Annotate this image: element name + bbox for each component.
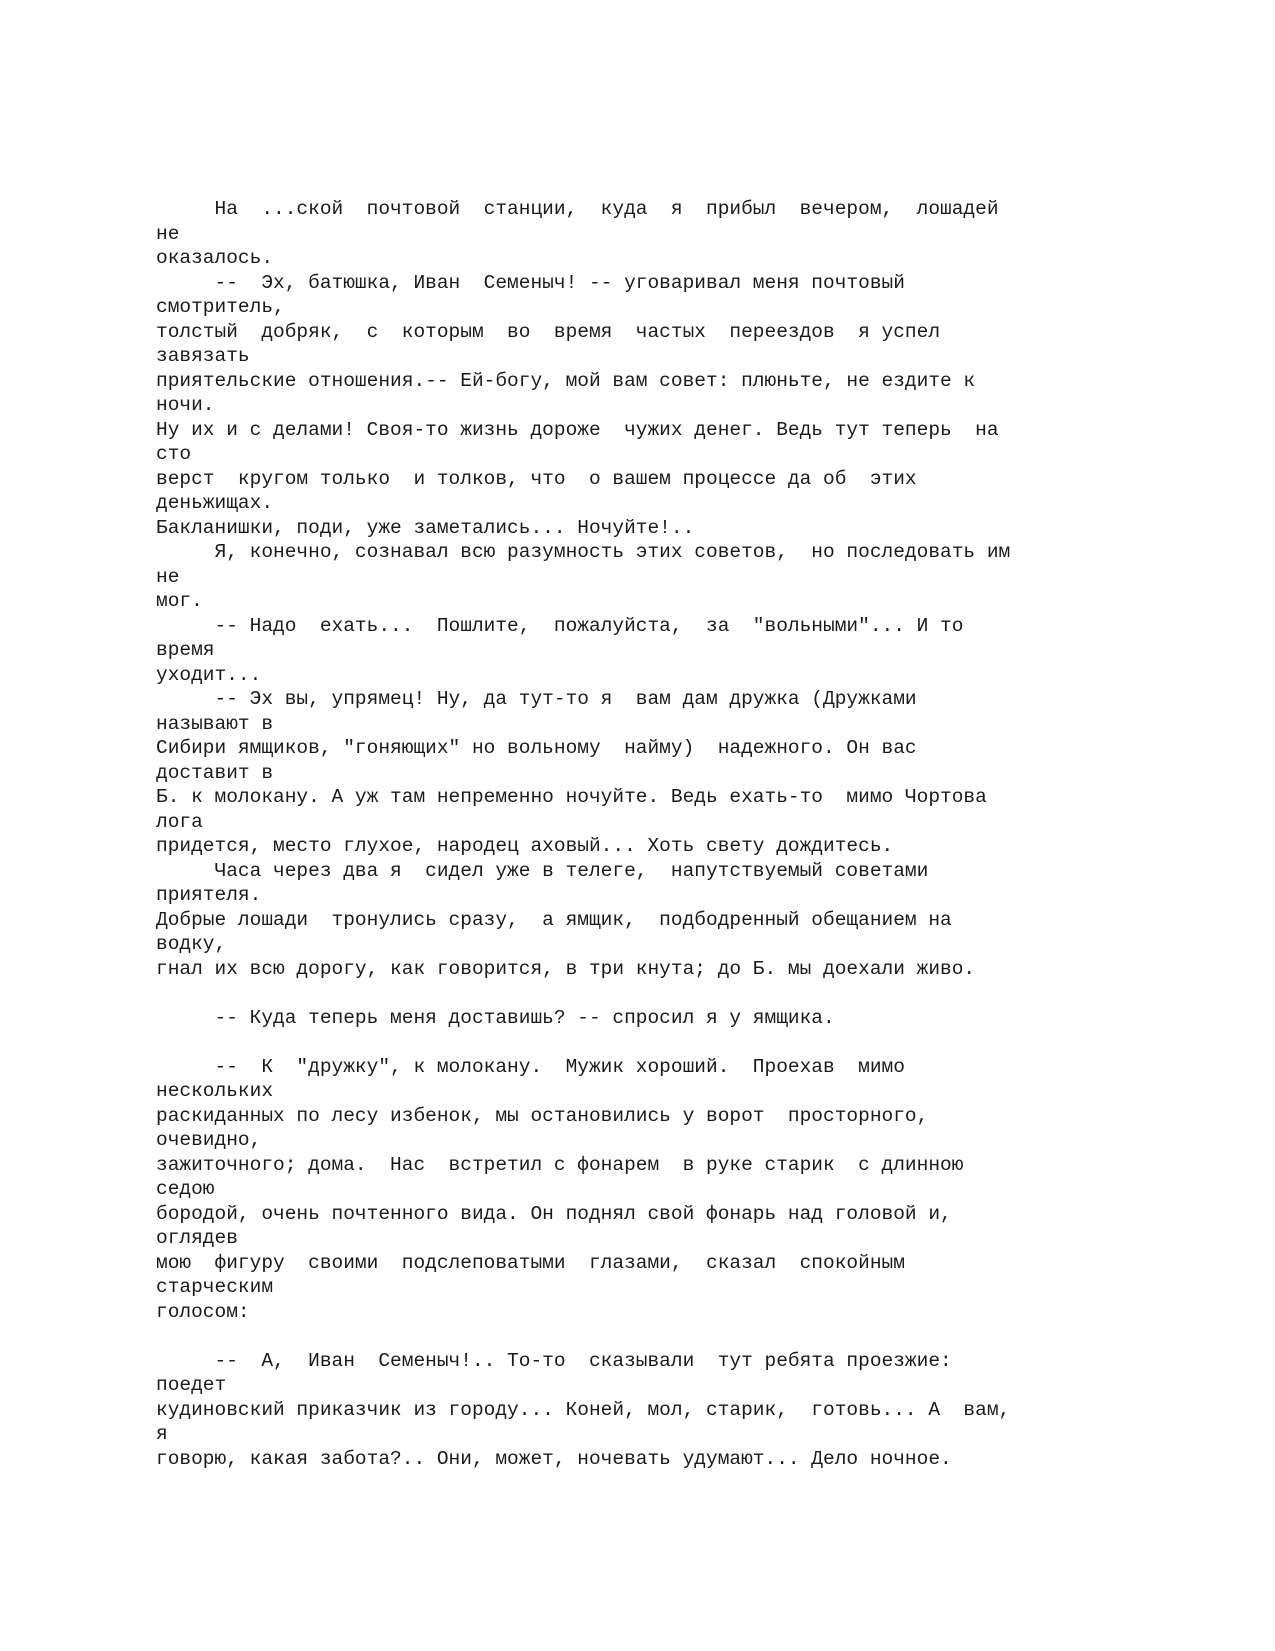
text-line: -- Надо ехать... Пошлите, пожалуйста, за "вольными"... И то [156, 614, 964, 637]
text-line: я [156, 1423, 168, 1445]
text-line: приятельские отношения.-- Ей-богу, мой вам совет: плюньте, не ездите к [156, 369, 976, 392]
text-line: завязать [156, 345, 250, 367]
story-text [156, 197, 1156, 1471]
blank-line [156, 981, 1156, 1006]
text-line: говорю, какая забота?.. Они, может, ночевать удумают... Дело ночное. [156, 1447, 952, 1470]
text-line: старческим [156, 1276, 274, 1298]
text-line: очевидно, [156, 1129, 262, 1151]
text-line: Добрые лошади тронулись сразу, а ямщик, подбодренный обещанием на [156, 908, 952, 931]
text-line: сто [156, 443, 192, 465]
text-line: толстый добряк, с которым во время частых переездов я успел [156, 320, 941, 343]
text-line: -- Куда теперь меня доставишь? -- спросил я у ямщика. [156, 1006, 835, 1029]
text-line: верст кругом только и толков, что о вашем процессе да об этих [156, 467, 917, 490]
text-line: не [156, 565, 180, 588]
text-line: Я, конечно, сознавал всю разумность этих советов, но последовать им [156, 541, 1011, 563]
text-line: седою [156, 1178, 215, 1200]
text-line: поедет [156, 1374, 227, 1396]
text-line: -- К "дружку", к молокану. Мужик хороший. Проехав мимо [156, 1055, 905, 1078]
text-line: время [156, 639, 215, 661]
blank-line [156, 1324, 1156, 1349]
text-line: водку, [156, 933, 227, 955]
text-line: приятеля. [156, 884, 262, 906]
text-line: На ...ской почтовой станции, куда я прибыл вечером, лошадей [156, 198, 999, 220]
text-line: мою фигуру своими подслеповатыми глазами, сказал спокойным [156, 1251, 905, 1274]
text-line: кудиновский приказчик из городу... Коней, мол, старик, готовь... А вам, [156, 1398, 1011, 1421]
text-line: уходит... [156, 663, 262, 686]
text-line: лога [156, 810, 203, 833]
text-line: -- Эх, батюшка, Иван Семеныч! -- уговаривал меня почтовый [156, 271, 905, 294]
text-line: деньжищах. [156, 492, 274, 514]
text-line: Часа через два я сидел уже в телеге, напутствуемый советами [156, 859, 929, 882]
text-line: Ну их и с делами! Своя-то жизнь дороже чужих денег. Ведь тут теперь на [156, 418, 999, 441]
text-line: Бакланишки, поди, уже заметались... Ночуйте!.. [156, 516, 695, 539]
text-line: мог. [156, 590, 203, 612]
text-line: смотритель, [156, 296, 285, 318]
text-line: -- Эх вы, упрямец! Ну, да тут-то я вам дам дружка (Дружками [156, 688, 917, 710]
text-line: доставит в [156, 761, 274, 784]
text-line: бородой, очень почтенного вида. Он поднял свой фонарь над головой и, [156, 1202, 952, 1225]
text-line: нескольких [156, 1080, 274, 1102]
text-line: называют в [156, 712, 274, 735]
text-line: Б. к молокану. А уж там непременно ночуйте. Ведь ехать-то мимо Чортова [156, 786, 987, 808]
text-line: -- А, Иван Семеныч!.. То-то сказывали тут ребята проезжие: [156, 1349, 952, 1372]
text-line: зажиточного; дома. Нас встретил с фонарем в руке старик с длинною [156, 1153, 964, 1176]
text-line: ночи. [156, 394, 215, 416]
text-line: голосом: [156, 1300, 250, 1323]
text-line: придется, место глухое, народец аховый... Хоть свету дождитесь. [156, 835, 894, 857]
text-line: Сибири ямщиков, "гоняющих" но вольному найму) надежного. Он вас [156, 737, 917, 759]
blank-line [156, 1030, 1156, 1055]
text-line: гнал их всю дорогу, как говорится, в три кнута; до Б. мы доехали живо. [156, 957, 976, 980]
text-line: оказалось. [156, 247, 274, 269]
text-line: раскиданных по лесу избенок, мы остановились у ворот просторного, [156, 1104, 929, 1127]
text-line: оглядев [156, 1227, 238, 1249]
text-line: не [156, 222, 180, 245]
